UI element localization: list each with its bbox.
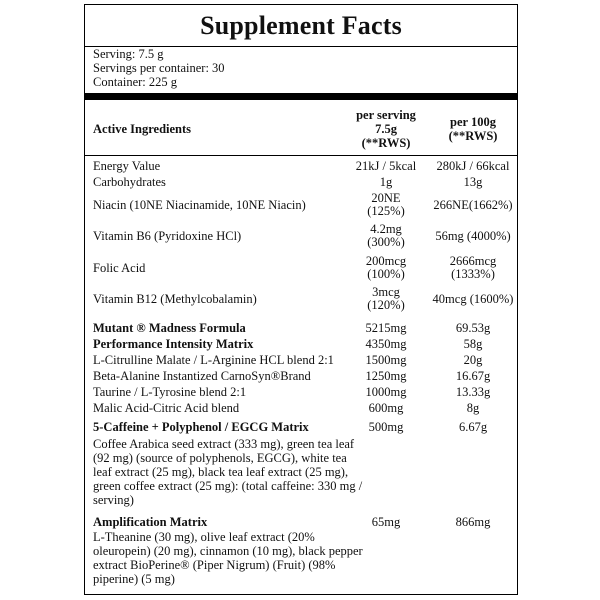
per-serving-header-line-3: (**RWS)	[361, 136, 411, 150]
per-100g-header-line-2: (**RWS)	[448, 129, 498, 143]
ingredient-name: Mutant ® Madness Formula	[93, 321, 246, 335]
ingredient-per-100g: 16.67g	[455, 369, 491, 383]
ingredient-per-serving: 200mcg	[365, 254, 407, 268]
ingredient-per-serving: 4350mg	[365, 337, 407, 351]
ingredient-per-100g: (1333%)	[451, 267, 495, 281]
ingredient-per-serving: (120%)	[367, 298, 405, 312]
ingredient-name: Beta-Alanine Instantized CarnoSyn®Brand	[93, 369, 311, 383]
ingredient-per-100g: 58g	[463, 337, 483, 351]
ingredient-per-serving: 1500mg	[365, 353, 407, 367]
per-serving-header-line-1: per serving	[356, 108, 416, 122]
ingredient-per-serving: 500mg	[368, 420, 404, 434]
ingredient-name: Malic Acid-Citric Acid blend	[93, 401, 240, 415]
ingredient-per-serving: 5215mg	[365, 321, 407, 335]
ingredient-per-serving: 3mcg	[372, 285, 400, 299]
ingredient-per-100g: 56mg (4000%)	[435, 229, 511, 243]
ingredient-per-serving: 1000mg	[365, 385, 407, 399]
active-ingredients-header: Active Ingredients	[93, 122, 192, 136]
ingredient-name: Vitamin B12 (Methylcobalamin)	[93, 292, 257, 306]
header-divider	[85, 155, 517, 156]
amplification-matrix-description: L-Theanine (30 mg), olive leaf extract (20% oleuropein) (20 mg), cinnamon (10 mg), black pepper extract BioPerine® (Piper Nigrum) (Fruit) (98% piperine) (5 mg)	[93, 530, 363, 586]
ingredient-name: Vitamin B6 (Pyridoxine HCl)	[93, 229, 242, 243]
ingredient-per-100g: 13.33g	[455, 385, 491, 399]
ingredient-name: L-Citrulline Malate / L-Arginine HCL blend 2:1	[93, 353, 334, 367]
container-size: Container: 225 g	[93, 75, 178, 89]
per-100g-header-line-1: per 100g	[450, 115, 496, 129]
serving-size: Serving: 7.5 g	[93, 47, 164, 61]
ingredient-name: Niacin (10NE Niacinamide, 10NE Niacin)	[93, 198, 306, 212]
ingredient-per-serving: 4.2mg	[370, 222, 402, 236]
ingredient-name: Energy Value	[93, 159, 161, 173]
ingredient-per-serving: (300%)	[367, 235, 405, 249]
ingredient-per-100g: 8g	[466, 401, 480, 415]
ingredient-per-100g: 266NE(1662%)	[433, 198, 513, 212]
ingredient-per-100g: 2666mcg	[449, 254, 497, 268]
ingredient-per-serving: 600mg	[368, 401, 404, 415]
ingredient-per-100g: 280kJ / 66kcal	[436, 159, 510, 173]
ingredient-name: Performance Intensity Matrix	[93, 337, 254, 351]
ingredient-per-serving: (100%)	[367, 267, 405, 281]
servings-per-container: Servings per container: 30	[93, 61, 225, 75]
thick-divider	[85, 93, 517, 100]
panel-title: Supplement Facts	[200, 11, 402, 40]
ingredient-per-serving: 21kJ / 5kcal	[355, 159, 417, 173]
per-serving-header-line-2: 7.5g	[375, 122, 397, 136]
ingredient-name: Folic Acid	[93, 261, 146, 275]
ingredient-per-serving: 1g	[379, 175, 393, 189]
ingredient-per-serving: 20NE	[371, 191, 401, 205]
ingredient-name: 5-Caffeine + Polyphenol / EGCG Matrix	[93, 420, 309, 434]
amplification-matrix-per-100g: 866mg	[455, 515, 491, 529]
ingredient-per-100g: 69.53g	[455, 321, 491, 335]
ingredient-per-100g: 20g	[463, 353, 483, 367]
amplification-matrix-per-serving: 65mg	[371, 515, 401, 529]
egcg-matrix-description: Coffee Arabica seed extract (333 mg), green tea leaf (92 mg) (source of polyphenols, EGCG), white tea leaf extract (25 mg), black tea leaf extract (25 mg), green coffee extract (25 mg): (total caffeine: 330 mg / serving)	[93, 437, 363, 507]
ingredient-name: Taurine / L-Tyrosine blend 2:1	[93, 385, 247, 399]
ingredient-per-serving: (125%)	[367, 204, 405, 218]
ingredient-per-100g: 6.67g	[458, 420, 488, 434]
supplement-facts-panel	[84, 4, 518, 595]
ingredient-per-100g: 13g	[463, 175, 483, 189]
amplification-matrix-name: Amplification Matrix	[93, 515, 208, 529]
ingredient-name: Carbohydrates	[93, 175, 166, 189]
ingredient-per-serving: 1250mg	[365, 369, 407, 383]
ingredient-per-100g: 40mcg (1600%)	[432, 292, 514, 306]
